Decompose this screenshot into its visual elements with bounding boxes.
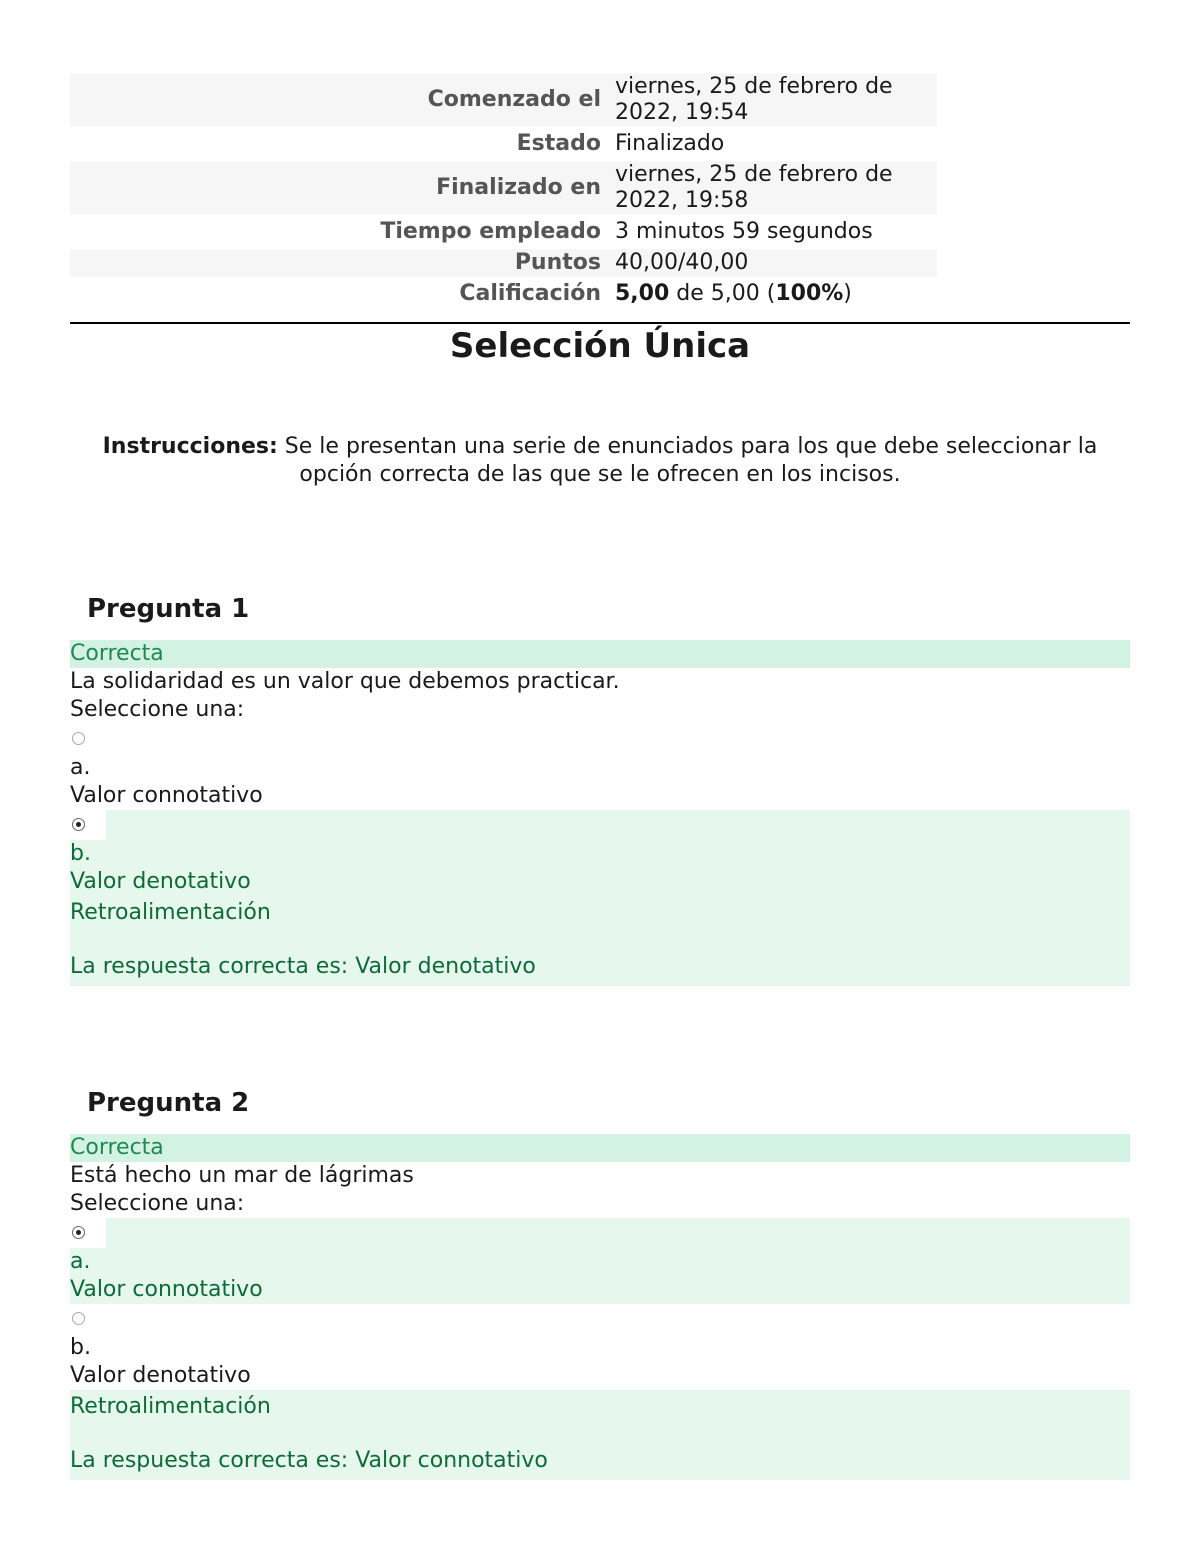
- summary-row-grade: [70, 280, 937, 308]
- question-text: La solidaridad es un valor que debemos practicar.: [70, 669, 620, 694]
- feedback-text: La respuesta correcta es: Valor denotativo: [70, 954, 536, 979]
- section-divider: [70, 322, 1130, 324]
- radio-option-a[interactable]: [70, 1218, 1130, 1248]
- question-1-title: Pregunta 1: [87, 594, 250, 624]
- question-state-badge: Correcta: [70, 640, 1130, 668]
- question-state-badge: Correcta: [70, 1134, 1130, 1162]
- feedback-title: Retroalimentación: [70, 900, 271, 925]
- instructions-label: Instrucciones:: [102, 434, 278, 459]
- summary-row-time: [70, 218, 937, 246]
- feedback-box: [70, 1390, 1130, 1480]
- option-letter: b.: [70, 841, 91, 866]
- section-title: Selección Única: [449, 326, 751, 366]
- attempt-summary-table: [70, 70, 937, 311]
- summary-value: 40,00/40,00: [609, 249, 937, 277]
- option-letter: b.: [70, 1335, 91, 1360]
- radio-option-b[interactable]: [70, 810, 1130, 840]
- summary-label: Finalizado en: [70, 161, 609, 215]
- option-label: Valor denotativo: [70, 1363, 251, 1388]
- question-1: [70, 640, 1130, 986]
- answer-option-b[interactable]: [70, 810, 1130, 896]
- summary-label: Comenzado el: [70, 73, 609, 127]
- instructions-text: Se le presentan una serie de enunciados para los que debe seleccionar la opción correcta de las que se le ofrecen en los incisos.: [277, 434, 1098, 487]
- summary-value: viernes, 25 de febrero de 2022, 19:58: [609, 161, 937, 215]
- question-text: Está hecho un mar de lágrimas: [70, 1163, 414, 1188]
- answer-option-a[interactable]: [70, 1218, 1130, 1304]
- summary-value: 3 minutos 59 segundos: [615, 219, 873, 244]
- question-2-title: Pregunta 2: [87, 1088, 250, 1118]
- option-label: Valor denotativo: [70, 869, 251, 894]
- grade-percent: 100%: [775, 281, 844, 306]
- grade-mid: de 5,00 (: [669, 281, 776, 306]
- radio-option-a[interactable]: [70, 724, 1130, 754]
- summary-label: Estado: [516, 131, 601, 156]
- summary-label: Tiempo empleado: [380, 219, 601, 244]
- summary-row-finished: [70, 161, 937, 215]
- feedback-box: [70, 896, 1130, 986]
- answer-option-b[interactable]: [70, 1304, 1130, 1390]
- summary-row-points: [70, 249, 937, 277]
- grade-value: [609, 280, 937, 308]
- option-label: Valor connotativo: [70, 1277, 263, 1302]
- grade-end: ): [843, 281, 852, 306]
- summary-label: Calificación: [459, 281, 601, 306]
- feedback-text: La respuesta correcta es: Valor connotativo: [70, 1448, 548, 1473]
- summary-value: viernes, 25 de febrero de 2022, 19:54: [609, 73, 937, 127]
- summary-row-started: [70, 73, 937, 127]
- option-label: Valor connotativo: [70, 783, 263, 808]
- grade-score: 5,00: [615, 281, 670, 306]
- feedback-title: Retroalimentación: [70, 1394, 271, 1419]
- question-prompt: Seleccione una:: [70, 1191, 245, 1216]
- summary-value: Finalizado: [615, 131, 725, 156]
- answer-option-a[interactable]: [70, 724, 1130, 810]
- question-prompt: Seleccione una:: [70, 697, 245, 722]
- radio-option-b[interactable]: [70, 1304, 1130, 1334]
- summary-row-state: [70, 130, 937, 158]
- instructions: [70, 433, 1130, 489]
- option-letter: a.: [70, 1249, 91, 1274]
- option-letter: a.: [70, 755, 91, 780]
- summary-label: Puntos: [70, 249, 609, 277]
- question-2: [70, 1134, 1130, 1480]
